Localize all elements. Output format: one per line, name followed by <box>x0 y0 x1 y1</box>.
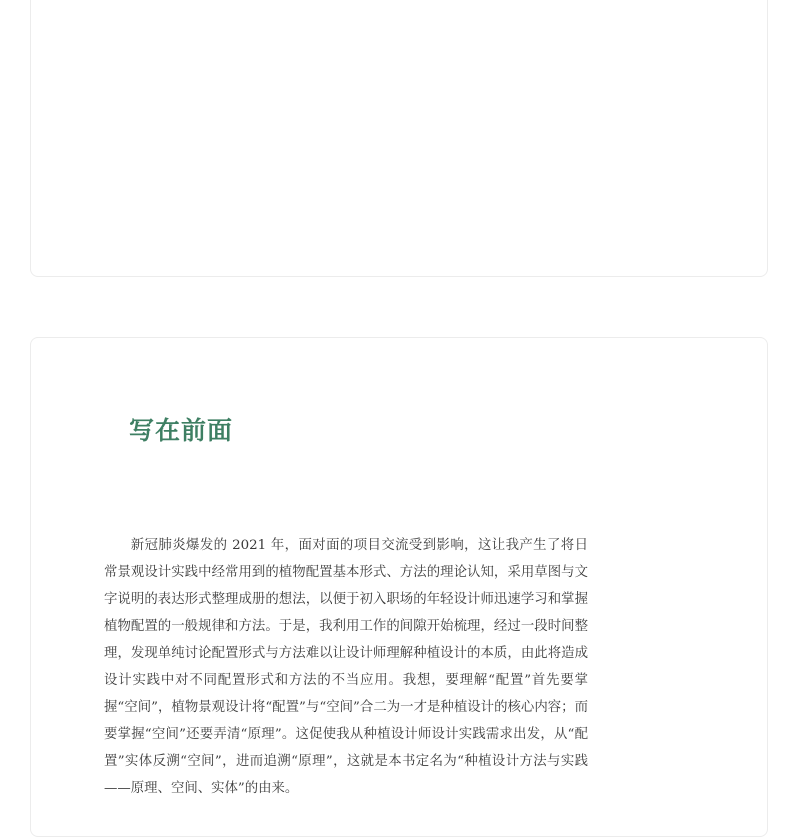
section-heading: 写在前面 <box>129 416 234 445</box>
previous-page-card <box>30 0 768 277</box>
preface-paragraph: 新冠肺炎爆发的 2021 年，面对面的项目交流受到影响，这让我产生了将日常景观设计实践中经常用到的植物配置基本形式、方法的理论认知，采用草图与文字说明的表达形式整理成册的想法，以便于初入职场的年轻设计师迅速学习和掌握植物配置的一般规律和方法。于是，我利用工作的间隙开始梳理，经过一段时间整理，发现单纯讨论配置形式与方法难以让设计师理解种植设计的本质，由此将造成设计实践中对不同配置形式和方法的不当应用。我想，要理解“配置”首先要掌握“空间”，植物景观设计将“配置”与“空间”合二为一才是种植设计的核心内容；而要掌握“空间”还要弄清“原理”。这促使我从种植设计师设计实践需求出发，从“配置”实体反溯“空间”，进而追溯“原理”，这就是本书定名为“种植设计方法与实践——原理、空间、实体”的由来。 <box>104 538 588 796</box>
preface-page-card <box>30 337 768 837</box>
